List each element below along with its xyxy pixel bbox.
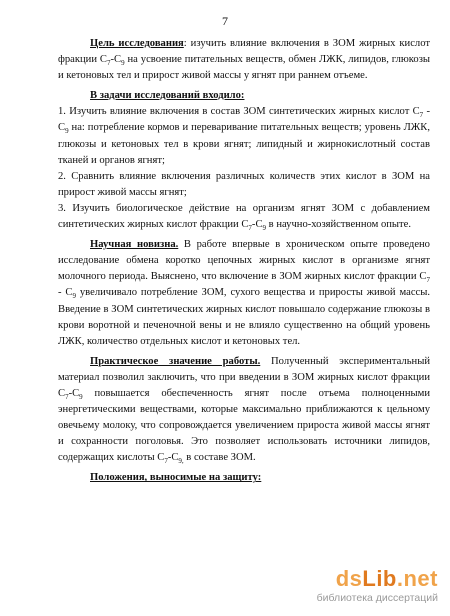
practical-text-a: Полученный экспериментальный материал позволил заключить, что при введении в ЗОМ жирных кислот фракции С: [58, 355, 430, 399]
subscript-mid: -С: [68, 387, 80, 399]
subscript: 9: [262, 224, 267, 233]
subscript-mid: -С: [251, 219, 263, 231]
watermark-logo: [336, 566, 438, 592]
goal-text: : изучить влияние включения в ЗОМ жирных кислот фракции С: [58, 38, 430, 66]
subscript: 9: [72, 292, 76, 301]
subscript: 9: [121, 59, 125, 68]
task-1-text-b: на: потребление кормов и переваривание питательных веществ; уровень ЛЖК, глюкозы и кетоновых тел в крови ягнят; липидный и жирнокислотный состав тканей и органов ягнят;: [58, 122, 430, 166]
novelty-text-a: В работе впервые в хроническом опыте проведено исследование обмена коротко цепочных жирных кислот в организме ягнят молочного периода. Выяснено, что включение в ЗОМ жирных кислот фракции С: [58, 239, 430, 283]
goal-heading: Цель исследования: [90, 38, 184, 49]
subscript: 7: [419, 111, 424, 120]
subscript: 9: [65, 127, 69, 136]
subscript: 9,: [178, 457, 184, 466]
defense-heading-line: [58, 470, 430, 486]
logo-lib: Lib: [362, 566, 397, 591]
practical-text-c: в составе ЗОМ.: [183, 452, 256, 464]
task-1: [58, 104, 430, 168]
watermark: [258, 566, 438, 608]
watermark-subtitle: библиотека диссертаций: [316, 592, 438, 604]
practical-paragraph: [58, 354, 430, 467]
practical-text-b: повышается обеспеченность ягнят после отъема полноценными энергетическими веществами, которые максимально приближаются к цельному овечьему молоку, что сопровождается увеличением прироста живой массы ягнят и сохранности поголовья. Это позволяет использовать источники липидов, содержащих кислоты С: [58, 387, 430, 464]
tasks-heading-line: [58, 88, 430, 104]
practical-heading: Практическое значение работы.: [90, 355, 261, 367]
goal-paragraph: [58, 36, 430, 84]
task-3: [58, 201, 430, 233]
subscript: 9: [79, 393, 83, 402]
subscript: 7: [426, 276, 430, 285]
document-body: [58, 36, 430, 487]
subscript: 7: [248, 224, 252, 233]
subscript-mid: - С: [58, 287, 73, 299]
task-3-text-a: 3. Изучить биологическое действие на организм ягнят ЗОМ с добавлением синтетических жирных кислот фракции С: [58, 202, 430, 231]
subscript-mid: - С: [58, 106, 430, 134]
logo-ds: ds: [335, 566, 363, 591]
task-3-text-b: в научно-хозяйственном опыте.: [266, 219, 412, 231]
novelty-paragraph: [58, 237, 430, 350]
novelty-text-b: увеличивало потребление ЗОМ, сухого вещества и приросты живой массы. Введение в ЗОМ синтетических жирных кислот повышало содержание глюкозы в крови воротной и печеночной вены и не влияло существенно на общий уровень ЛЖК, количество отдельных кислот и кетоновых тел.: [58, 287, 430, 347]
task-1-text-a: 1. Изучить влияние включения в состав ЗОМ синтетических жирных кислот С: [58, 106, 420, 118]
task-2: 2. Сравнить влияние включения различных количеств этих кислот в ЗОМ на прирост живой массы ягнят;: [58, 170, 430, 198]
tasks-heading: В задачи исследований входило:: [90, 90, 245, 102]
logo-net: .net: [396, 566, 438, 591]
goal-tail: на усвоение питательных веществ, обмен ЛЖК, липидов, глюкозы и кетоновых тел и прирост живой массы у ягнят при раннем отъеме.: [58, 54, 431, 82]
defense-heading: Положения, выносимые на защиту:: [90, 472, 262, 484]
subscript: 7: [65, 393, 69, 402]
page-number: 7: [222, 14, 228, 28]
subscript-mid: -С: [167, 452, 179, 464]
subscript: 7: [164, 457, 168, 466]
subscript-mid: -С: [110, 54, 122, 66]
subscript: 7: [107, 59, 111, 68]
novelty-heading: Научная новизна.: [90, 239, 179, 251]
